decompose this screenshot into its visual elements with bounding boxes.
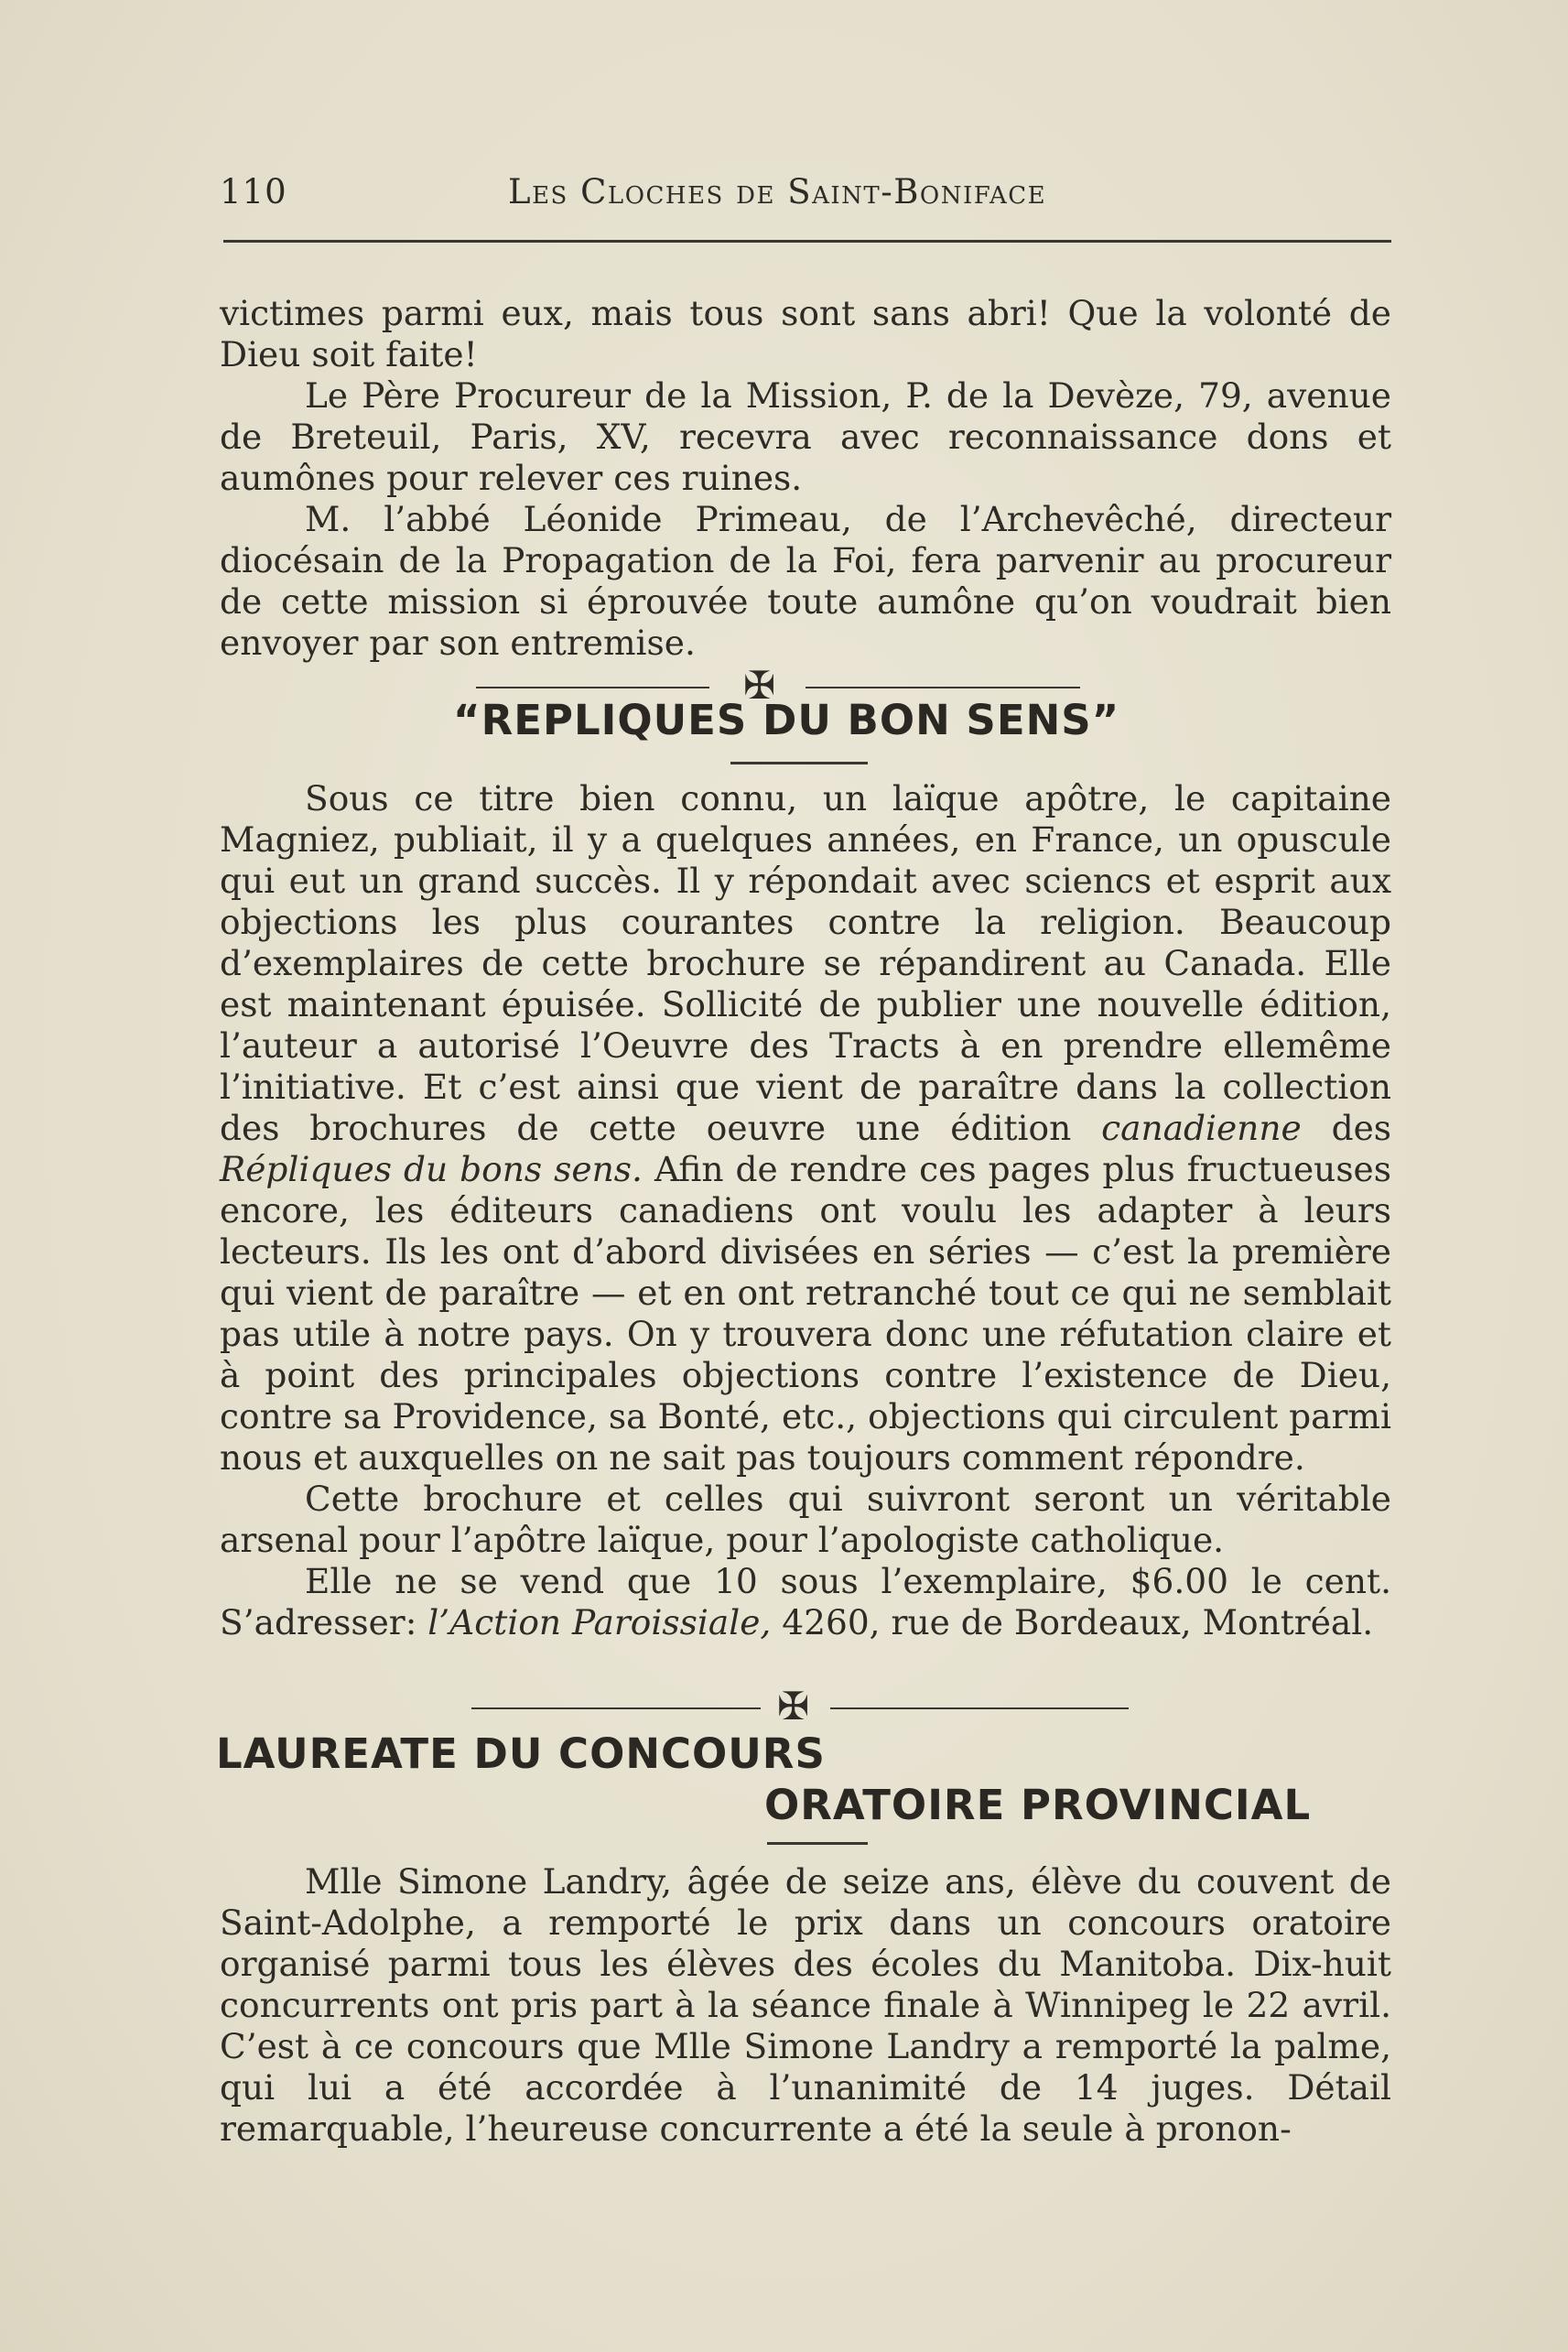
article-title-line-2: ORATOIRE PROVINCIAL <box>764 1781 1312 1829</box>
paragraph: M. l’abbé Léonide Primeau, de l’Archevêché, directeur diocésain de la Propagation de la Foi, fera parvenir au procureur de cette mission si éprouvée toute aumône qu’on voudrait bien envoyer par son entremise. <box>220 499 1391 663</box>
running-title: Les Cloches de Saint-Boniface <box>508 172 1047 211</box>
title-rule <box>767 1842 868 1845</box>
page-header <box>220 172 1391 218</box>
divider-line <box>471 1707 761 1709</box>
continued-article <box>220 293 1391 664</box>
article-title: “REPLIQUES DU BON SENS” <box>453 696 1120 744</box>
section-divider <box>471 1684 1130 1729</box>
divider-line <box>476 687 709 688</box>
cross-icon: ✠ <box>777 1684 810 1729</box>
paragraph: Sous ce titre bien connu, un laïque apôtre, le capitaine Magniez, publiait, il y a quelques années, en France, un opuscule qui eut un grand succès. Il y répondait avec sciencs et esprit aux objections les plus courantes contre la religion. Beaucoup d’exemplaires de cette brochure se répandirent au Canada. Elle est maintenant épuisée. Sollicité de publier une nouvelle édition, l’auteur a autorisé l’Oeuvre des Tracts à en prendre ellemême l’initiative. Et c’est ainsi que vient de paraître dans la collection des brochures de cette oeuvre une édition canadienne des Répliques du bons sens. Afin de rendre ces pages plus fructueuses encore, les éditeurs canadiens ont voulu les adapter à leurs lecteurs. Ils les ont d’abord divisées en séries — c’est la première qui vient de paraître — et en ont retranché tout ce qui ne semblait pas utile à notre pays. On y trouvera donc une réfutation claire et à point des principales objections contre l’existence de Dieu, contre sa Providence, sa Bonté, etc., objections qui circulent parmi nous et auxquelles on ne sait pas toujours comment répondre. <box>220 778 1392 1478</box>
header-rule <box>223 240 1391 243</box>
paragraph: Elle ne se vend que 10 sous l’exemplaire, $6.00 le cent. S’adresser: l’Action Paroissiale, 4260, rue de Bordeaux, Montréal. <box>220 1561 1391 1642</box>
article-title-line-1: LAUREATE DU CONCOURS <box>216 1729 826 1778</box>
page-number: 110 <box>220 172 287 211</box>
paragraph: Le Père Procureur de la Mission, P. de la Devèze, 79, avenue de Breteuil, Paris, XV, recevra avec reconnaissance dons et aumônes pour relever ces ruines. <box>220 375 1391 498</box>
divider-line <box>806 687 1080 688</box>
article-body <box>220 1861 1391 2150</box>
paragraph: Mlle Simone Landry, âgée de seize ans, élève du couvent de Saint-Adolphe, a remporté le prix dans un concours oratoire organisé parmi tous les élèves des écoles du Manitoba. Dix-huit concurrents ont pris part à la séance finale à Winnipeg le 22 avril. C’est à ce concours que Mlle Simone Landry a remporté la palme, qui lui a été accordée à l’unanimité de 14 juges. Détail remarquable, l’heureuse concurrente a été la seule à pronon- <box>220 1861 1391 2149</box>
paragraph: victimes parmi eux, mais tous sont sans abri! Que la volonté de Dieu soit faite! <box>220 293 1391 374</box>
title-rule <box>730 762 868 764</box>
divider-line <box>830 1707 1129 1709</box>
cross-icon: ✠ <box>743 663 776 708</box>
paragraph: Cette brochure et celles qui suivront seront un véritable arsenal pour l’apôtre laïque, pour l’apologiste catholique. <box>220 1479 1391 1560</box>
article-body <box>220 778 1391 1643</box>
